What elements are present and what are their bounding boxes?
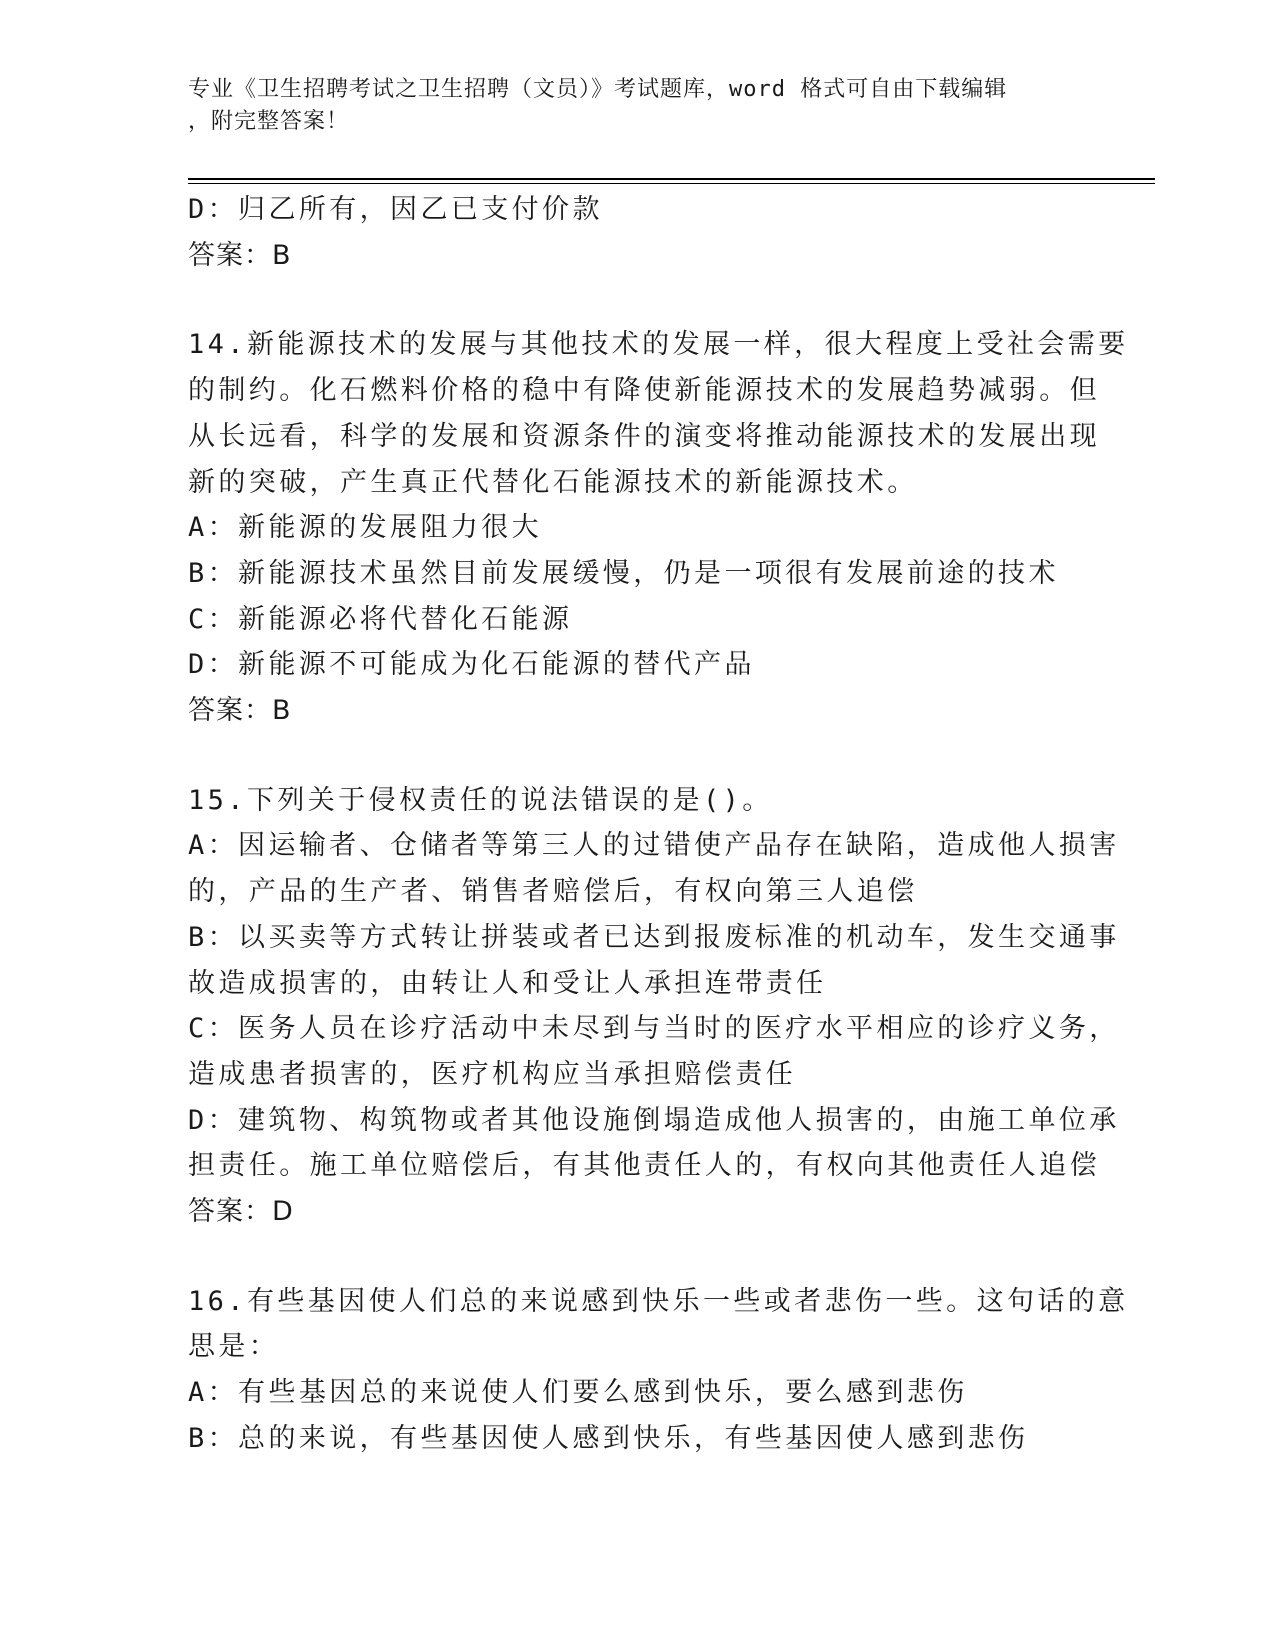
text-line: 思是：	[188, 1331, 280, 1363]
text-line: D：建筑物、构筑物或者其他设施倒塌造成他人损害的，由施工单位承	[188, 1104, 1120, 1136]
text-line: 的，产品的生产者、销售者赔偿后，有权向第三人追偿	[188, 876, 918, 908]
header-rule-thin	[188, 183, 1155, 184]
question-block	[188, 322, 1129, 733]
text-line: 故造成损害的，由转让人和受让人承担连带责任	[188, 967, 827, 999]
header-line-2: ，附完整答案！	[188, 109, 350, 134]
block-spacer	[188, 1235, 1088, 1279]
question-block	[188, 778, 1120, 1235]
text-line: C：新能源必将代替化石能源	[188, 603, 573, 635]
text-line: A：因运输者、仓储者等第三人的过错使产品存在缺陷，造成他人损害	[188, 830, 1120, 862]
document-header	[188, 74, 1088, 138]
header-line-1: 专业《卫生招聘考试之卫生招聘（文员）》考试题库，word 格式可自由下载编辑	[188, 77, 1008, 102]
text-line: D：新能源不可能成为化石能源的替代产品	[188, 649, 755, 681]
question-content	[188, 187, 1129, 1462]
text-line: 16.有些基因使人们总的来说感到快乐一些或者悲伤一些。这句话的意	[188, 1285, 1129, 1317]
text-line: 的制约。化石燃料价格的稳中有降使新能源技术的发展趋势减弱。但	[188, 375, 1100, 407]
header-rule-thick	[188, 178, 1155, 180]
answer-line: 答案：D	[188, 1196, 294, 1228]
text-line: B：新能源技术虽然目前发展缓慢，仍是一项很有发展前途的技术	[188, 557, 1059, 589]
text-line: D：归乙所有，因乙已支付价款	[188, 194, 603, 225]
text-line: 新的突破，产生真正代替化石能源技术的新能源技术。	[188, 466, 918, 498]
text-line: 15.下列关于侵权责任的说法错误的是()。	[188, 784, 773, 816]
text-line: B：以买卖等方式转让拼装或者已达到报废标准的机动车，发生交通事	[188, 921, 1120, 953]
answer-line: 答案：B	[188, 695, 292, 727]
question-block	[188, 1279, 1129, 1462]
answer-line: 答案：B	[188, 239, 292, 271]
text-line: 14.新能源技术的发展与其他技术的发展一样，很大程度上受社会需要	[188, 329, 1129, 361]
text-line: 担责任。施工单位赔偿后，有其他责任人的，有权向其他责任人追偿	[188, 1150, 1100, 1182]
text-line: A：新能源的发展阻力很大	[188, 512, 543, 544]
question-block	[188, 187, 1088, 278]
text-line: A：有些基因总的来说使人们要么感到快乐，要么感到悲伤	[188, 1377, 968, 1409]
text-line: C：医务人员在诊疗活动中未尽到与当时的医疗水平相应的诊疗义务，	[188, 1013, 1120, 1045]
block-spacer	[188, 734, 1088, 778]
text-line: B：总的来说，有些基因使人感到快乐，有些基因使人感到悲伤	[188, 1422, 1029, 1454]
text-line: 造成患者损害的，医疗机构应当承担赔偿责任	[188, 1058, 796, 1090]
text-line: 从长远看，科学的发展和资源条件的演变将推动能源技术的发展出现	[188, 420, 1100, 452]
block-spacer	[188, 278, 1088, 322]
